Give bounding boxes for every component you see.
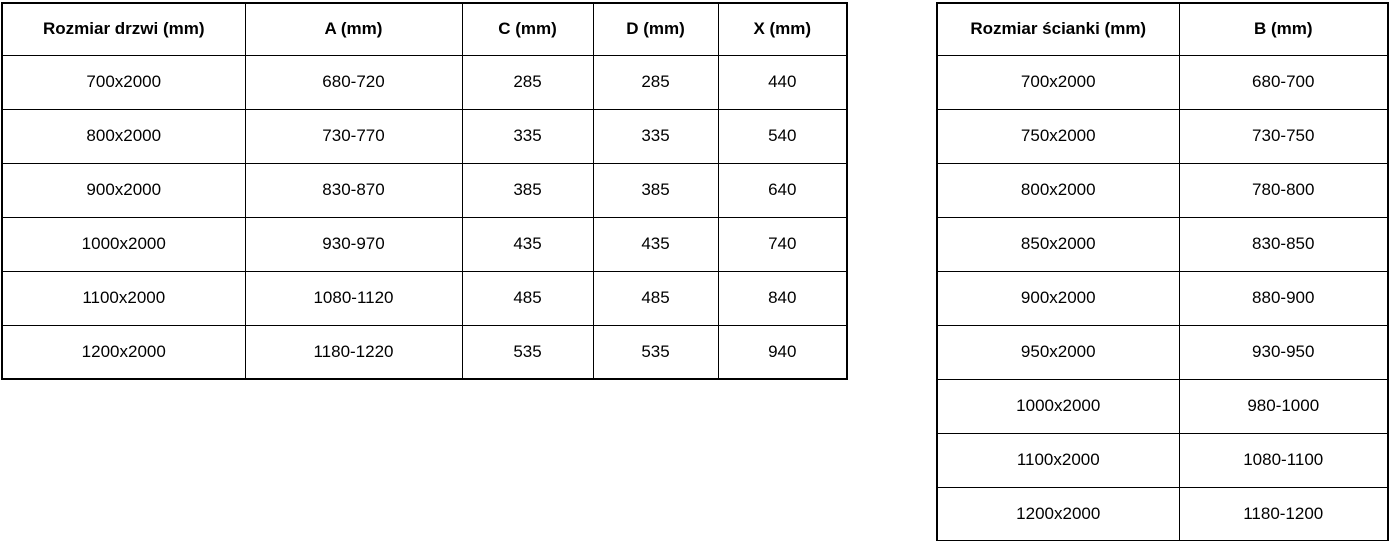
table-row xyxy=(2,217,847,271)
cell-d-value: 285 xyxy=(593,55,718,109)
cell-b-value: 830-850 xyxy=(1179,217,1388,271)
cell-d-value: 335 xyxy=(593,109,718,163)
cell-x-value: 440 xyxy=(718,55,847,109)
wall-panel-dimensions-table xyxy=(936,2,1389,541)
walls-table-header-row xyxy=(937,3,1388,55)
doors-col-header-size: Rozmiar drzwi (mm) xyxy=(2,3,245,55)
walls-col-header-size: Rozmiar ścianki (mm) xyxy=(937,3,1179,55)
cell-a-value: 1180-1220 xyxy=(245,325,462,379)
table-row xyxy=(2,163,847,217)
cell-x-value: 840 xyxy=(718,271,847,325)
doors-table-header-row xyxy=(2,3,847,55)
table-row xyxy=(937,487,1388,541)
cell-x-value: 940 xyxy=(718,325,847,379)
cell-door-size: 700x2000 xyxy=(2,55,245,109)
table-row xyxy=(937,271,1388,325)
cell-c-value: 435 xyxy=(462,217,593,271)
cell-b-value: 1080-1100 xyxy=(1179,433,1388,487)
cell-a-value: 730-770 xyxy=(245,109,462,163)
table-row xyxy=(937,217,1388,271)
cell-d-value: 535 xyxy=(593,325,718,379)
cell-wall-size: 900x2000 xyxy=(937,271,1179,325)
doors-col-header-x: X (mm) xyxy=(718,3,847,55)
cell-door-size: 1100x2000 xyxy=(2,271,245,325)
cell-d-value: 485 xyxy=(593,271,718,325)
table-row xyxy=(937,325,1388,379)
cell-b-value: 730-750 xyxy=(1179,109,1388,163)
cell-c-value: 385 xyxy=(462,163,593,217)
cell-a-value: 930-970 xyxy=(245,217,462,271)
cell-d-value: 435 xyxy=(593,217,718,271)
cell-c-value: 485 xyxy=(462,271,593,325)
cell-wall-size: 1200x2000 xyxy=(937,487,1179,541)
cell-a-value: 1080-1120 xyxy=(245,271,462,325)
table-row xyxy=(937,163,1388,217)
cell-c-value: 535 xyxy=(462,325,593,379)
cell-wall-size: 950x2000 xyxy=(937,325,1179,379)
cell-wall-size: 1100x2000 xyxy=(937,433,1179,487)
cell-b-value: 880-900 xyxy=(1179,271,1388,325)
table-row xyxy=(937,55,1388,109)
cell-door-size: 1200x2000 xyxy=(2,325,245,379)
table-row xyxy=(937,433,1388,487)
cell-wall-size: 750x2000 xyxy=(937,109,1179,163)
cell-wall-size: 800x2000 xyxy=(937,163,1179,217)
walls-col-header-b: B (mm) xyxy=(1179,3,1388,55)
cell-door-size: 900x2000 xyxy=(2,163,245,217)
table-row xyxy=(937,379,1388,433)
cell-c-value: 285 xyxy=(462,55,593,109)
cell-door-size: 800x2000 xyxy=(2,109,245,163)
doors-col-header-a: A (mm) xyxy=(245,3,462,55)
cell-b-value: 1180-1200 xyxy=(1179,487,1388,541)
cell-a-value: 680-720 xyxy=(245,55,462,109)
door-dimensions-table xyxy=(1,2,848,380)
cell-b-value: 980-1000 xyxy=(1179,379,1388,433)
cell-b-value: 680-700 xyxy=(1179,55,1388,109)
cell-door-size: 1000x2000 xyxy=(2,217,245,271)
cell-x-value: 640 xyxy=(718,163,847,217)
table-row xyxy=(2,109,847,163)
cell-a-value: 830-870 xyxy=(245,163,462,217)
table-row xyxy=(2,271,847,325)
cell-x-value: 740 xyxy=(718,217,847,271)
cell-x-value: 540 xyxy=(718,109,847,163)
table-row xyxy=(2,325,847,379)
cell-wall-size: 700x2000 xyxy=(937,55,1179,109)
table-row xyxy=(2,55,847,109)
cell-wall-size: 1000x2000 xyxy=(937,379,1179,433)
cell-b-value: 780-800 xyxy=(1179,163,1388,217)
table-row xyxy=(937,109,1388,163)
doors-col-header-c: C (mm) xyxy=(462,3,593,55)
cell-c-value: 335 xyxy=(462,109,593,163)
cell-wall-size: 850x2000 xyxy=(937,217,1179,271)
doors-col-header-d: D (mm) xyxy=(593,3,718,55)
cell-d-value: 385 xyxy=(593,163,718,217)
cell-b-value: 930-950 xyxy=(1179,325,1388,379)
